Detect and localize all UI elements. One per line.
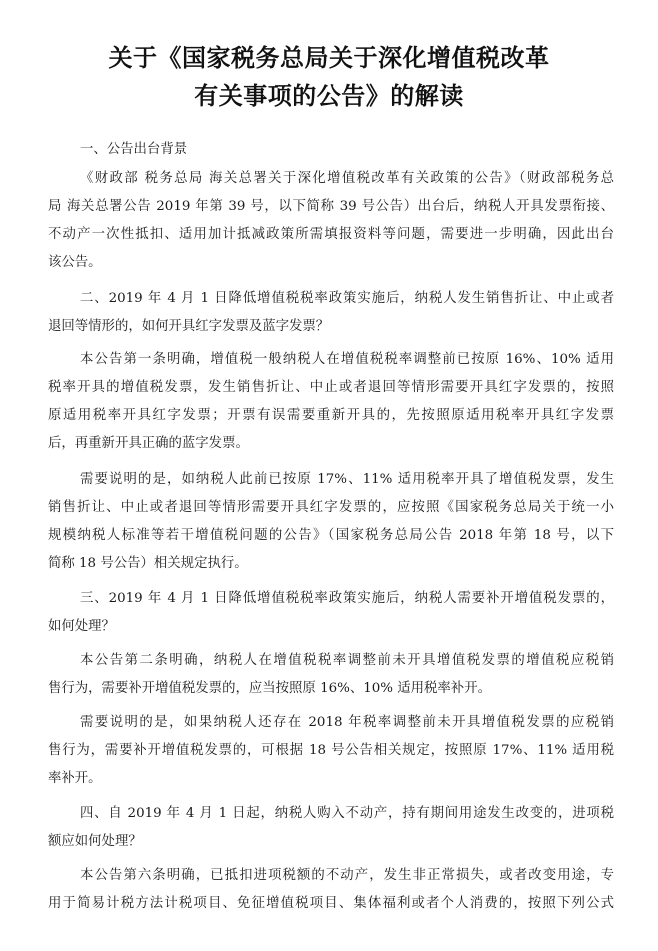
question-heading-line: 额应如何处理？ xyxy=(48,834,142,849)
paragraph-line: 《财政部 税务总局 海关总署关于深化增值税改革有关政策的公告》（财政部税务总 xyxy=(80,171,614,186)
paragraph-line: 税率开具的增值税发票，发生销售折让、中止或者退回等情形需要开具红字发票的，按照 xyxy=(48,380,614,395)
question-heading-line: 退回等情形的，如何开具红字发票及蓝字发票？ xyxy=(48,319,330,334)
question-heading-line: 四、自 2019 年 4 月 1 日起，纳税人购入不动产，持有期间用途发生改变的，进项税 xyxy=(80,806,614,821)
paragraph-line: 本公告第一条明确，增值税一般纳税人在增值税税率调整前已按原 16%、10% 适用 xyxy=(80,352,614,367)
question-heading-line: 二、2019 年 4 月 1 日降低增值税税率政策实施后，纳税人发生销售折让、中止或者 xyxy=(80,291,614,306)
paragraph-line: 局 海关总署公告 2019 年第 39 号，以下简称 39 号公告）出台后，纳税人开具发票衔接、 xyxy=(48,199,614,214)
paragraph-line: 原适用税率开具红字发票；开票有误需要重新开具的，先按照原适用税率开具红字发票 xyxy=(48,408,614,423)
question-heading-line: 如何处理？ xyxy=(48,619,115,634)
paragraph-line: 需要说明的是，如纳税人此前已按原 17%、11% 适用税率开具了增值税发票，发生 xyxy=(80,472,614,487)
paragraph-line: 不动产一次性抵扣、适用加计抵减政策所需填报资料等问题，需要进一步明确，因此出台 xyxy=(48,227,614,242)
paragraph-line: 本公告第二条明确，纳税人在增值税税率调整前未开具增值税发票的增值税应税销 xyxy=(80,653,614,668)
paragraph-line: 该公告。 xyxy=(48,255,102,270)
paragraph-line: 规模纳税人标准等若干增值税问题的公告》（国家税务总局公告 2018 年第 18 号，以下 xyxy=(48,528,614,543)
paragraph-line: 需要说明的是，如果纳税人还存在 2018 年税率调整前未开具增值税发票的应税销 xyxy=(80,715,614,730)
paragraph-line: 用于简易计税方法计税项目、免征增值税项目、集体福利或者个人消费的，按照下列公式 xyxy=(48,896,614,911)
section-heading-background: 一、公告出台背景 xyxy=(80,142,188,157)
document-title-line-2: 有关事项的公告》的解读 xyxy=(194,82,464,110)
paragraph-line: 售行为，需要补开增值税发票的，可根据 18 号公告相关规定，按照原 17%、11% 适用税 xyxy=(48,743,614,758)
paragraph-line: 率补开。 xyxy=(48,771,102,786)
document-title-line-1: 关于《国家税务总局关于深化增值税改革 xyxy=(108,44,550,72)
paragraph-line: 后，再重新开具正确的蓝字发票。 xyxy=(48,436,249,451)
paragraph-line: 本公告第六条明确，已抵扣进项税额的不动产，发生非正常损失，或者改变用途，专 xyxy=(80,868,614,883)
paragraph-line: 销售折让、中止或者退回等情形需要开具红字发票的，应按照《国家税务总局关于统一小 xyxy=(48,500,614,515)
paragraph-line: 售行为，需要补开增值税发票的，应当按照原 16%、10% 适用税率补开。 xyxy=(48,681,491,696)
question-heading-line: 三、2019 年 4 月 1 日降低增值税税率政策实施后，纳税人需要补开增值税发票的， xyxy=(80,591,614,606)
paragraph-line: 简称 18 号公告）相关规定执行。 xyxy=(48,556,248,571)
